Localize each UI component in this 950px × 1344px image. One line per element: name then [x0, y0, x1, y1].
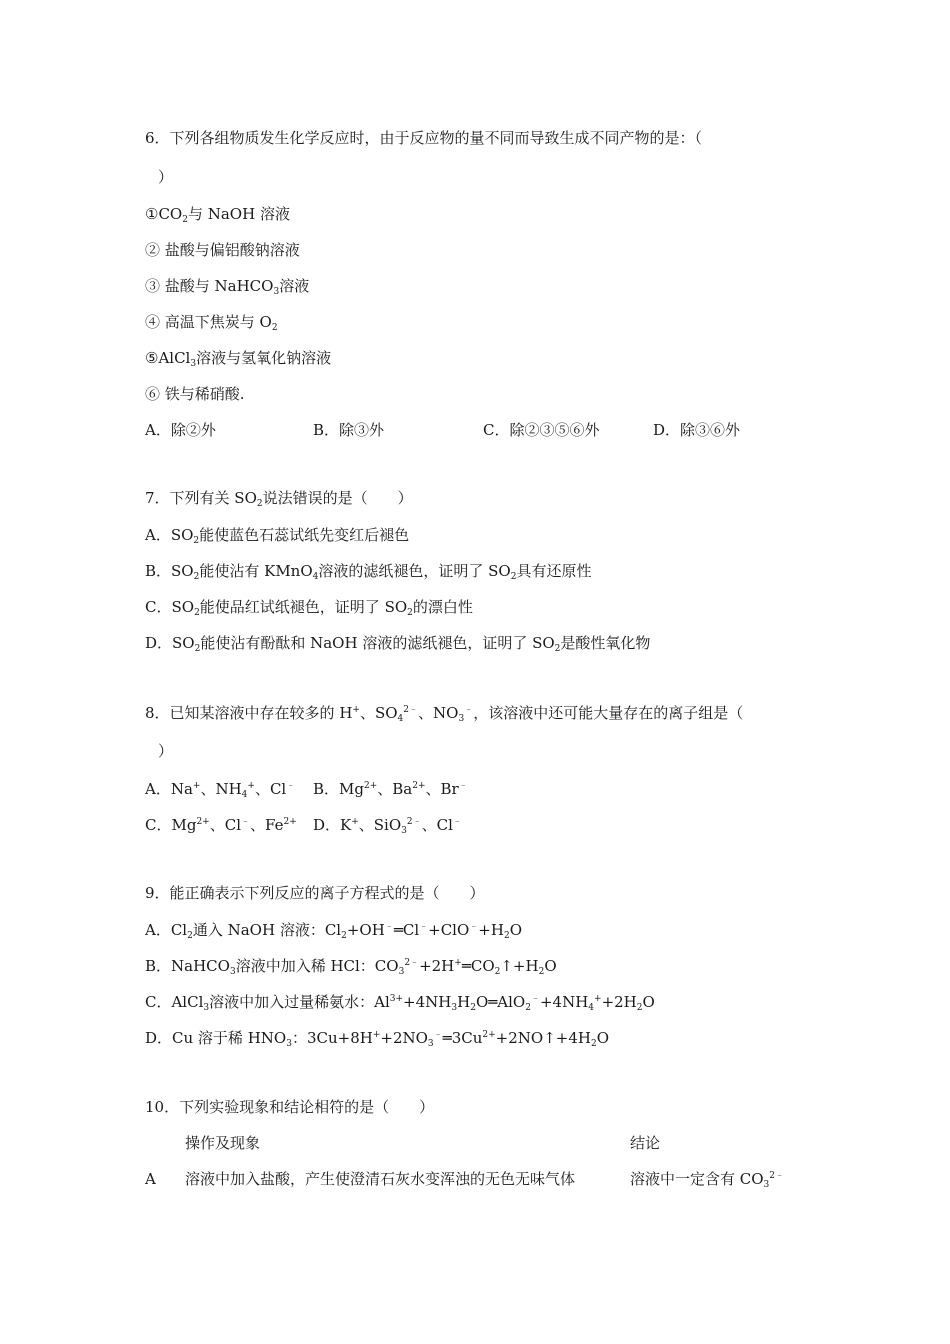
q10-row-a-conclusion: 溶液中一定含有 $CO_3^{2﹣}$: [630, 1170, 785, 1190]
q10-row-a-operation: 溶液中加入盐酸，产生使澄清石灰水变浑浊的无色无味气体: [185, 1170, 576, 1188]
q9-option-a[interactable]: A．$Cl_2$通入 NaOH 溶液：$Cl_2+OH^﹣═Cl^﹣+ClO^﹣+H_2O$: [145, 921, 522, 941]
q10-header-operation: 操作及现象: [185, 1134, 261, 1152]
q6-stem: 6．下列各组物质发生化学反应时，由于反应物的量不同而导致生成不同产物的是：（: [145, 129, 703, 147]
q7-stem: 7．下列有关 $SO_2$说法错误的是（ ）: [145, 489, 413, 509]
q9-option-b[interactable]: B．NaHCO$_3$溶液中加入稀 HCl：$CO_3^{2﹣}+2H^+═CO_2↑+H_2O$: [145, 957, 557, 977]
q10-stem: 10．下列实验现象和结论相符的是（ ）: [145, 1098, 435, 1116]
q8-option-d[interactable]: D．K+、SiO$_3^{2﹣}$、Cl﹣: [313, 816, 462, 836]
q6-option-a[interactable]: A．除②外: [145, 421, 216, 439]
q6-stem-cont: ）: [158, 168, 174, 186]
q8-option-a[interactable]: A．Na+、$NH_4^+$、Cl﹣: [145, 780, 296, 800]
q6-item-5: ⑤AlCl$_3$溶液与氢氧化钠溶液: [145, 349, 332, 369]
q8-stem: 8．已知某溶液中存在较多的 H+、$SO_4^{2﹣}$、$NO_3^﹣$，该溶液中还可能大量存在的离子组是（: [145, 704, 744, 724]
q8-stem-cont: ）: [158, 742, 174, 760]
q8-option-b[interactable]: B．$Mg^{2+}$、$Ba^{2+}$、Br﹣: [313, 780, 468, 798]
q10-row-a-label[interactable]: A: [145, 1170, 156, 1188]
q9-option-c[interactable]: C．AlCl$_3$溶液中加入过量稀氨水：$Al^{3+}+4NH_3H_2O═AlO_2^﹣+4NH_4^++2H_2O$: [145, 993, 655, 1013]
q7-option-b[interactable]: B．$SO_2$能使沾有 KMnO$_4$溶液的滤纸褪色，证明了 $SO_2$具有还原性: [145, 562, 592, 582]
q7-option-c[interactable]: C．$SO_2$能使品红试纸褪色，证明了 $SO_2$的漂白性: [145, 598, 473, 618]
q7-option-d[interactable]: D．$SO_2$能使沾有酚酞和 NaOH 溶液的滤纸褪色，证明了 $SO_2$是酸性氧化物: [145, 634, 651, 654]
q6-item-2: ② 盐酸与偏铝酸钠溶液: [145, 241, 300, 259]
q6-option-d[interactable]: D．除③⑥外: [653, 421, 741, 439]
q6-item-4: ④ 高温下焦炭与 $O_2$: [145, 313, 278, 333]
q6-item-6: ⑥ 铁与稀硝酸.: [145, 385, 245, 403]
q7-option-a[interactable]: A．$SO_2$能使蓝色石蕊试纸先变红后褪色: [145, 526, 410, 546]
q6-item-1: $①CO_2$与 NaOH 溶液: [145, 205, 290, 225]
q6-option-b[interactable]: B．除③外: [313, 421, 385, 439]
q6-item-3: ③ 盐酸与 NaHCO$_3$溶液: [145, 277, 310, 297]
q9-option-d[interactable]: D．Cu 溶于稀 $HNO_3$：$3Cu+8H^++2NO_3^﹣═3Cu^{2+}+2NO↑+4H_2O$: [145, 1029, 610, 1049]
q9-stem: 9．能正确表示下列反应的离子方程式的是（ ）: [145, 884, 485, 902]
q6-option-c[interactable]: C．除②③⑤⑥外: [483, 421, 600, 439]
q10-header-conclusion: 结论: [630, 1134, 661, 1152]
q8-option-c[interactable]: C．$Mg^{2+}$、Cl﹣、$Fe^{2+}$: [145, 816, 297, 834]
